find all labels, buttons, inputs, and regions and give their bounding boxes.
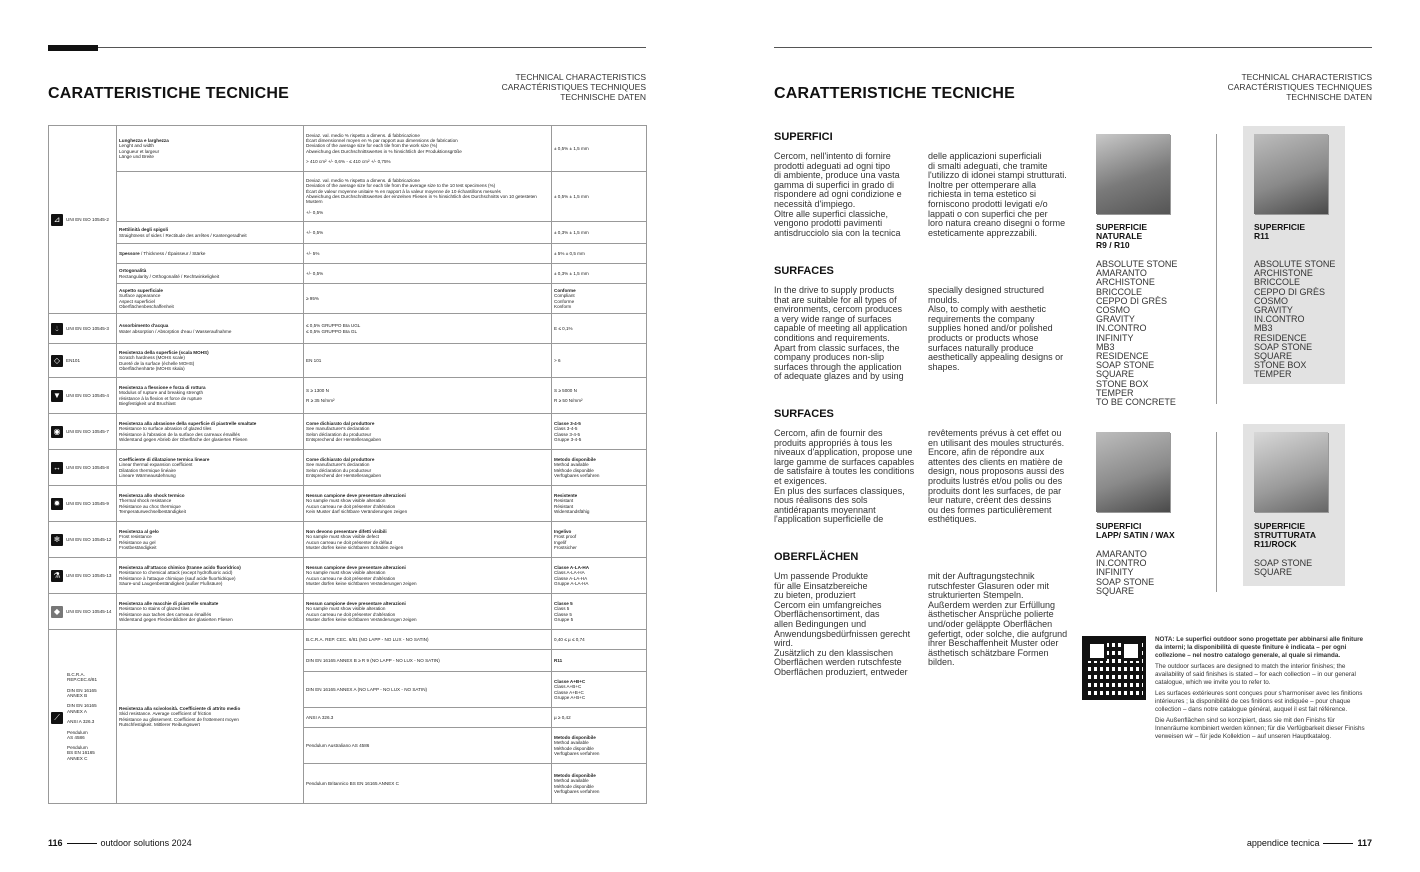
list-item: MB3 [1096,341,1115,352]
table-row: DIN EN 16165 ANNEX A (NO LAPP - NO LUX - NO SATIN) Classe A+B+C Class A+B+C Classe A+B+C Gruppe A+B+C [49,672,647,708]
list-item: ARCHISTONE [1254,268,1313,279]
page-title-right: CARATTERISTICHE TECNICHE [774,85,1015,102]
table-row: ⚗ UNI EN ISO 10545-13 Resistenza all'attacco chimico (tranne acido fluoridrico) Resistance to chemical attack (except hydrofluoric acid) Résistance à l'attaque chimique (sauf acide fluorhidrique) Säure-und Laugenbeständigkeit (außer Flußsäure) Nessun campione deve presentare alterazioni No sample must show visible alteration Aucun carreau ne doit présenter d'altération Muster dürfen keine sichtbaren Veränderungen zeigen Classe A-LA-HA Class A-LA-HA Classe A-LA-HA Gruppe A-LA-HA [49,558,647,594]
table-row: ❄ UNI EN ISO 10545-12 Resistenza al gelo Frost resistance Résistance au gel Frostbeständigkeit Non devono presentare difetti visibili No sample must show visible defect Aucun carreau ne doit présenter de défaut Muster dürfen keine sichtbaren Schäden zeigen Ingelivo Frost proof Ingelif Frostsicher [49,522,647,558]
text-superfici-col1: Cercom, nell'intento di fornire prodotti adeguati ad ogni tipo di ambiente, produce una vasta gamma di superfici in grado di rispondere ad ogni condizione e necessità d'impiego. Oltre alle superfici classiche, vengono prodotti pavimenti antisdrucciolo sia con la tecnica [774,151,902,238]
list-item: RESIDENCE [1096,351,1149,362]
list-item: ARCHISTONE [1096,277,1155,288]
text-surfaces-fr-col1: Cercom, afin de fournir des produits appropriés à tous les niveaux d'application, propose une large gamme de surfaces capables de satisfaire à toutes les conditions et exigences. En plus des surfaces classiques, nous réalisons des sols antidérapants moyennant l'application superficielle de [774,428,915,525]
table-row: Rettilinità degli spigoli Straightness of sides / Rectitude des arrêtes / Kantengeradheit +/- 0,5% ± 0,3% ± 1,5 mm [49,222,647,244]
list-item: GRAVITY [1096,314,1135,325]
table-row: DIN EN 16165 ANNEX B ≥ R 9 (NO LAPP - NO LUX - NO SATIN) R11 [49,650,647,672]
table-row: Spessore / Thickness / Épaisseur / Stärke +/- 5% ± 5% ± 0,5 mm [49,244,647,264]
flexion-icon: ▼ [51,390,63,402]
technical-characteristics-label-right: TECHNICAL CHARACTERISTICS CARACTÉRISTIQUES TECHNIQUES TECHNISCHE DATEN [1227,72,1372,102]
chemical-flask-icon: ⚗ [51,570,63,582]
table-row: ⟋ B.C.R.A. REP.CEC.6/81 DIN EN 16165 ANNEX B DIN EN 16165 ANNEX A ANSI A 326.3 Pendulum AS 4586 Pendulum BS EN 16165 ANNEX C Resistenza alla scivolosità. Coefficiente di attrito medio Skid resistance. Average coefficient of friction Résistance au glissement. Coefficient de frottement moyen Rutschfestigkeit. Mittlerer Reibungswert B.C.R.A. REP. CEC. 6/81 (NO LAPP - NO LUX - NO SATIN) 0,40 ≤ µ ≤ 0,74 [49,630,647,650]
list-item: STONE BOX [1254,360,1307,371]
ruler-icon: ⊿ [51,214,63,226]
table-row: ◆ UNI EN ISO 10545-14 Resistenza alle macchie di piastrelle smaltate Resistance to stains of glazed tiles Résistance aux taches des carreaux émaillés Widerstand gegen Fleckenbildner der glasierten Fliesen Nessun campione deve presentare alterazioni No sample must show visible alteration Aucun carreau ne doit présenter d'altération Muster dürfen keine sichtbaren Veränderungen zeigen Classe 5 Class 5 Classe 5 Gruppe 5 [49,594,647,630]
text-surfaces-en-col2: specially designed structured moulds. Also, to comply with aesthetic requirements the company supplies honed and/or polished products or products whose surfaces naturally produce aesthetically appealing designs or shapes. [928,285,1064,372]
list-item: SQUARE [1096,585,1135,596]
abrasion-icon: ◉ [51,426,63,438]
list-item: COSMO [1254,295,1289,306]
list-item: SOAP STONE [1096,576,1155,587]
label-naturale: SUPERFICIE NATURALE R9 / R10 [1096,222,1148,251]
list-item: MB3 [1254,323,1273,334]
rock-tile-image [1254,432,1328,512]
list-item: SOAP STONE [1254,341,1313,352]
lapp-tile-image [1096,432,1170,512]
stain-icon: ◆ [51,606,63,618]
list-item: SOAP STONE [1096,360,1155,371]
table-row: Aspetto superficiale Surface appearance Aspect superficiel Oberflächenbeschaffenheit ≥ 95% Conforme Compliant Conforme Konform [49,284,647,314]
list-lapp [1096,550,1154,596]
text-superfici-col2: delle applicazioni superficiali di smalti adeguati, che tramite l'utilizzo di idonei stampi strutturati. Inoltre per ottemperare alla richiesta in tema estetico si forniscono prodotti levigati e/o lappati o con superfici che per loro natura creano disegni o forme esteticamente apprezzabili. [928,151,1067,238]
list-item: IN.CONTRO [1096,323,1147,334]
table-row: ↔ UNI EN ISO 10545-8 Coefficiente di dilatazione termica lineare Linear thermal expansion coefficient Dilatation thermique linéaire Lineare Wärmeausdehnung Come dichiarato dal produttore See manufacturer's declaration Selon déclaration du producteur Entsprechend der Herstellerangaben Metodo disponibile Method available Méthode disponible Verfügbares verfahren [49,450,647,486]
top-rule [48,47,646,48]
list-r11 [1254,260,1335,380]
norm-cell: ⊿ UNI EN ISO 10545-2 [49,126,117,314]
page-title: CARATTERISTICHE TECNICHE [48,85,289,102]
text-surfaces-en-col1: In the drive to supply products that are suitable for all types of environments, cercom produces a very wide range of surfaces capable of meeting all application conditions and requirements. Apart from classic surfaces, the company produces non-slip surfaces through the application of adequate glazes and by using [774,285,908,382]
list-item: STONE BOX [1096,378,1149,389]
list-item: SQUARE [1096,369,1135,380]
left-page [0,0,700,872]
heading-surfaces-fr: SURFACES [774,408,834,420]
list-item: IN.CONTRO [1254,314,1305,325]
list-item: COSMO [1096,305,1131,316]
list-item: INFINITY [1096,567,1134,578]
note-block: NOTA: Le superfici outdoor sono progettate per abbinarsi alle finiture da interni; la disponibilità di queste finiture è indicata – per ogni collezione – nel nostro catalogo generale, al quale si rimanda. The outdoor surfaces are designed to match the interior finishes; the availability of said finishes is stated – for each collection – in our general catalogue, which we invite you to refer to. Les surfaces extérieures sont conçues pour s'harmoniser avec les finitions intérieures ; la disponibilité de ces finitions est indiquée – pour chaque collection – dans notre catalogue général, auquel il est fait référence. Die Außenflächen sind so konzipiert, dass sie mit den Finishs für Innenräume kombiniert werden können; für die Verfügbarkeit dieser Finishs verweisen wir – für jede Kollektion – auf unseren Hauptkatalog. [1155,636,1365,740]
list-item: IN.CONTRO [1096,558,1147,569]
heading-surfaces-en: SURFACES [774,265,834,277]
text-surfaces-fr-col2: revêtements prévus à cet effet ou en utilisant des moules structurés. Encore, afin de répondre aux attentes des clients en matière de design, nous proposons aussi des produits lustrés et/ou polis ou des produits dont les surfaces, de par leur nature, créent des dessins ou des formes particulièrement esthétiques. [928,428,1065,525]
footer-left: 116 outdoor solutions 2024 [48,838,192,848]
text-oberflachen-col2: mit der Auftragungstechnik rutschfester Glasuren oder mit strukturierten Stempeln. Außerdem werden zur Erfüllung ästhetischer Ansprüche polierte und/oder geläppte Oberflächen gefertigt, oder solche, die aufgrund ihrer Beschaffenheit Muster oder ästhetisch schätzbare Formen bilden. [928,571,1068,668]
footer-right: appendice tecnica 117 [1246,838,1372,848]
list-item: CEPPO DI GRÈS [1096,295,1168,306]
diamond-icon: ◇ [51,355,63,367]
list-item: ABSOLUTE STONE [1096,259,1178,269]
technical-characteristics-label: TECHNICAL CHARACTERISTICS CARACTÉRISTIQUES TECHNIQUES TECHNISCHE DATEN [501,72,646,102]
list-rock [1254,559,1312,577]
list-item: AMARANTO [1096,268,1147,279]
list-item: TEMPER [1254,369,1292,380]
table-row: ◇ EN101 Resistenza della superficie (scala MOHS) Scratch hardness (MOHS scale) Dureté de la surface (échelle MOHS) Oberflächenhärte (MOHS skala) EN 101 > 6 [49,344,647,378]
list-item: GRAVITY [1254,305,1293,316]
table-row: ⊿ UNI EN ISO 10545-2 Lunghezza e larghezza Lenght and width Longueur et largeur Länge und Breite Deviaz. val. medio % rispetto a dimens. di fabbricazione Écart dimensionnel moyen en % par rapport aux dimensions de fabrication Deviation of the average size for each tile from the work size (%) Abweichung des Durchschnittswertes in % hinsichtlich der Produktionsgröße > 410 cm² +/- 0,6% - ≤ 410 cm² +/- 0,75% ± 0,5% ± 1,5 mm [49,126,647,172]
technical-table [48,125,647,804]
slip-icon: ⟋ [51,712,63,724]
label-rock: SUPERFICIE STRUTTURATA R11/ROCK [1254,521,1317,550]
heading-oberflachen: OBERFLÄCHEN [774,551,859,563]
r11-tile-image [1254,134,1328,214]
table-row: ANSI A 326.3 µ ≥ 0,42 [49,708,647,728]
list-item: TO BE CONCRETE [1096,397,1176,408]
water-drop-icon: 💧︎ [51,323,63,335]
list-item: TEMPER [1096,387,1134,398]
list-item: ABSOLUTE STONE [1254,259,1336,269]
list-item: BRICCOLE [1254,277,1301,288]
snowflake-icon: ❄ [51,534,63,546]
list-naturale [1096,260,1177,407]
list-item: SQUARE [1254,351,1293,362]
divider [1216,432,1217,592]
heading-superfici: SUPERFICI [774,131,833,143]
list-item: CEPPO DI GRÈS [1254,286,1326,297]
top-rule-accent [48,45,98,51]
table-row: ▼ UNI EN ISO 10545-4 Resistenza a flessione e forza di rottura Modulus of rupture and breaking strength résistance à la flexion et force de rupture Biegfestigkeit und Bruchlast S ≥ 1300 N R ≥ 35 N/mm² S ≥ 5000 N R ≥ 50 N/mm² [49,378,647,414]
top-rule-right [774,47,1372,48]
label-r11: SUPERFICIE R11 [1254,222,1306,242]
list-item: AMARANTO [1096,549,1147,559]
table-row: ✹ UNI EN ISO 10545-9 Resistenza allo shock termico Thermal shock resistance Résistance au choc thermique Temperaturwechselbeständigkeit Nessun campione deve presentare alterazioni No sample must show visible alteration Aucun carreau ne doit présenter d'altération Kein Muster darf sichtbare Veränderungen zeigen Resistente Resistant Résistant Widerstandsfähig [49,486,647,522]
list-item: SOAP STONE [1254,558,1313,568]
naturale-tile-image [1096,134,1170,214]
expansion-arrows-icon: ↔ [53,462,61,472]
list-item: RESIDENCE [1254,332,1307,343]
label-lapp: SUPERFICI LAPP/ SATIN / WAX [1096,521,1175,541]
divider [1216,134,1217,404]
list-item: SQUARE [1254,567,1293,578]
table-row: Pendulum Australiano AS 4586 Metodo disponibile Method available Méthode disponible Verfügbares verfahren [49,728,647,764]
table-row: Deviaz. val. medio % rispetto a dimens. di fabbricazione Deviation of the average size for each tile from the average size to the 10 test specimens (%) Écart de valeur moyenne unitaire % en rapport à la valeur moyenne de 10 échantillons mesurés Abweichung des Durchschnittswertes der einzelnen Fliesen in % hinsichtlich des Durchschnitts von 10 getesteten Mustern +/- 0,5% ± 0,5% ± 1,5 mm [49,172,647,222]
text-oberflachen-col1: Um passende Produkte für alle Einsatzbereiche zu bieten, produziert Cercom ein umfangreiches Oberflächensortiment, das allen Bedingungen und Anwendungsbedürfnissen gerecht wird. Zusätzlich zu den klassischen Oberflächen werden rutschfeste Oberflächen produziert, entweder [774,571,911,677]
table-row: 💧︎ UNI EN ISO 10545-3 Assorbimento d'acqua Water absorption / Absorption d'eau / Wasseraufnahme ≤ 0,5% GRUPPO BIa UGL ≤ 0,5% GRUPPO BIa GL E ≤ 0,1% [49,314,647,344]
table-row: Pendulum Britannico BS EN 16165 ANNEX C Metodo disponibile Method available Méthode disponible Verfügbares verfahren [49,764,647,804]
list-item: BRICCOLE [1096,286,1143,297]
list-item: INFINITY [1096,332,1134,343]
qr-code-icon[interactable] [1082,636,1146,700]
table-row: Ortogonalità Rectangularity / Orthogonalité / Rechtwinkeligkeit +/- 0,5% ± 0,3% ± 1,5 mm [49,264,647,284]
thermal-shock-icon: ✹ [51,498,63,510]
table-row: ◉ UNI EN ISO 10545-7 Resistenza alla abrasione della superficie di piastrelle smaltate Resistance to surface abrasion of glazed tiles Résistance à l'abrasion de la surface des carreaux émaillés Widerstand gegen Abrieb der Oberfläche der glasierten Fliesen Come dichiarato dal produttore See manufacturer's declaration Selon déclaration du producteur Entsprechend der Herstellerangaben Classe 3-4-5 Class 3-4-5 Classe 3-4-5 Gruppe 3-4-5 [49,414,647,450]
